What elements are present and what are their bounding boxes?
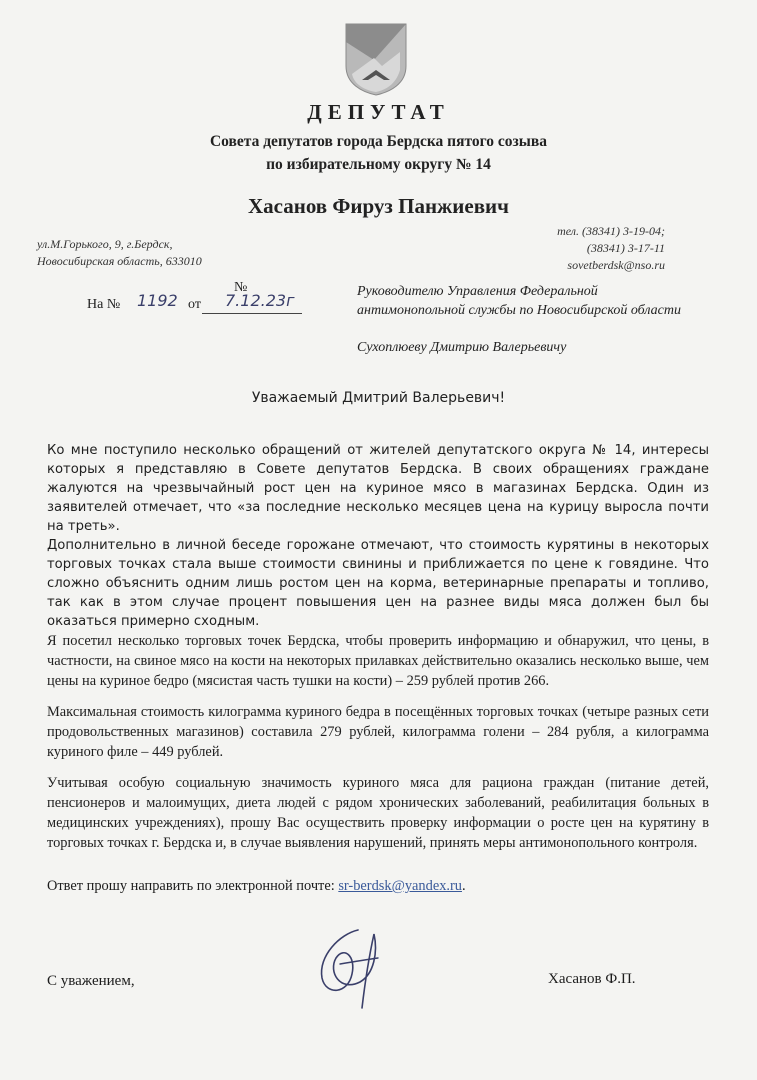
reference-no-mark: № <box>234 280 248 295</box>
reference-number: 1192 <box>137 291 178 310</box>
handwritten-signature <box>300 912 410 1022</box>
closing-regards: С уважением, <box>47 973 135 989</box>
address-line-1: ул.М.Горького, 9, г.Бердск, <box>37 237 173 251</box>
reference-top-line <box>202 313 302 314</box>
recipient-line-1: Руководителю Управления Федеральной <box>357 284 598 299</box>
body-paragraph-3: Я посетил несколько торговых точек Бердска, чтобы проверить информацию и обнаружил, что цены, в частности, на свиное мясо на кости на некоторых прилавках действительно оказались несколько выше, чем цены на куриное бедро (мясистая часть тушки на кости) – 259 рублей против 266. <box>47 633 709 689</box>
council-line: Совета депутатов города Бердска пятого созыва <box>209 133 548 150</box>
body-paragraph-1: Ко мне поступило несколько обращений от жителей депутатского округа № 14, интересы которых я представляю в Совете депутатов Бердска. В своих обращениях граждане жалуются на чрезвычайный рост цен на куриное мясо в магазинах Бердска. Один из заявителей отмечает, что «за последние несколько месяцев цена на курицу выросла почти на треть». <box>47 443 709 534</box>
body-paragraph-2: Дополнительно в личной беседе горожане отмечают, что стоимость курятины в некоторых торговых точках стала выше стоимости свинины и приближается по цене к говядине. Что сложно объяснить одним лишь ростом цен на корма, ветеринарные препараты и топливо, так как в этом случае процент повышения цен на разнее виды мяса должен был бы оказаться примерно сходным. <box>47 538 709 629</box>
contact-email: sovetberdsk@nso.ru <box>567 258 665 272</box>
reference-from-label: от <box>188 297 201 312</box>
reference-block <box>82 280 312 320</box>
greeting: Уважаемый Дмитрий Валерьевич! <box>251 390 506 406</box>
recipient-name: Сухоплюеву Дмитрию Валерьевичу <box>357 340 567 355</box>
signer-name: Хасанов Ф.П. <box>548 971 636 987</box>
reply-request <box>47 878 466 895</box>
reference-no-label: На № <box>87 297 121 312</box>
district-line: по избирательному округу № 14 <box>266 156 491 173</box>
phone-1: тел. (38341) 3-19-04; <box>557 224 665 238</box>
recipient-line-2: антимонопольной службы по Новосибирской области <box>357 303 681 318</box>
berdsk-coat-of-arms-icon <box>344 22 408 96</box>
reference-date: 7.12.23г <box>225 291 295 310</box>
body-paragraph-4: Максимальная стоимость килограмма куриного бедра в посещённых торговых точках (четыре разных сети продовольственных магазинов) составила 279 рублей, килограмма голени – 284 рубля, а килограмма куриного филе – 449 рублей. <box>47 704 709 760</box>
reply-end: . <box>461 878 466 894</box>
body-paragraph-5: Учитывая особую социальную значимость куриного мяса для рациона граждан (питание детей, пенсионеров и малоимущих, диета людей с рядом хронических заболеваний, реабилитация больных в медицинских учреждениях), прошу Вас осуществить проверку информации о росте цен на курятину в торговых точках г. Бердска и, в случае выявления нарушений, принять меры антимонопольного контроля. <box>47 775 709 851</box>
phone-2: (38341) 3-17-11 <box>586 241 665 255</box>
document-title: ДЕПУТАТ <box>307 100 450 124</box>
reply-text: Ответ прошу направить по электронной почте: <box>47 878 339 894</box>
deputy-name: Хасанов Фируз Панжиевич <box>247 194 509 218</box>
address-line-2: Новосибирская область, 633010 <box>37 254 202 268</box>
reply-email-link[interactable]: sr-berdsk@yandex.ru <box>338 878 462 894</box>
